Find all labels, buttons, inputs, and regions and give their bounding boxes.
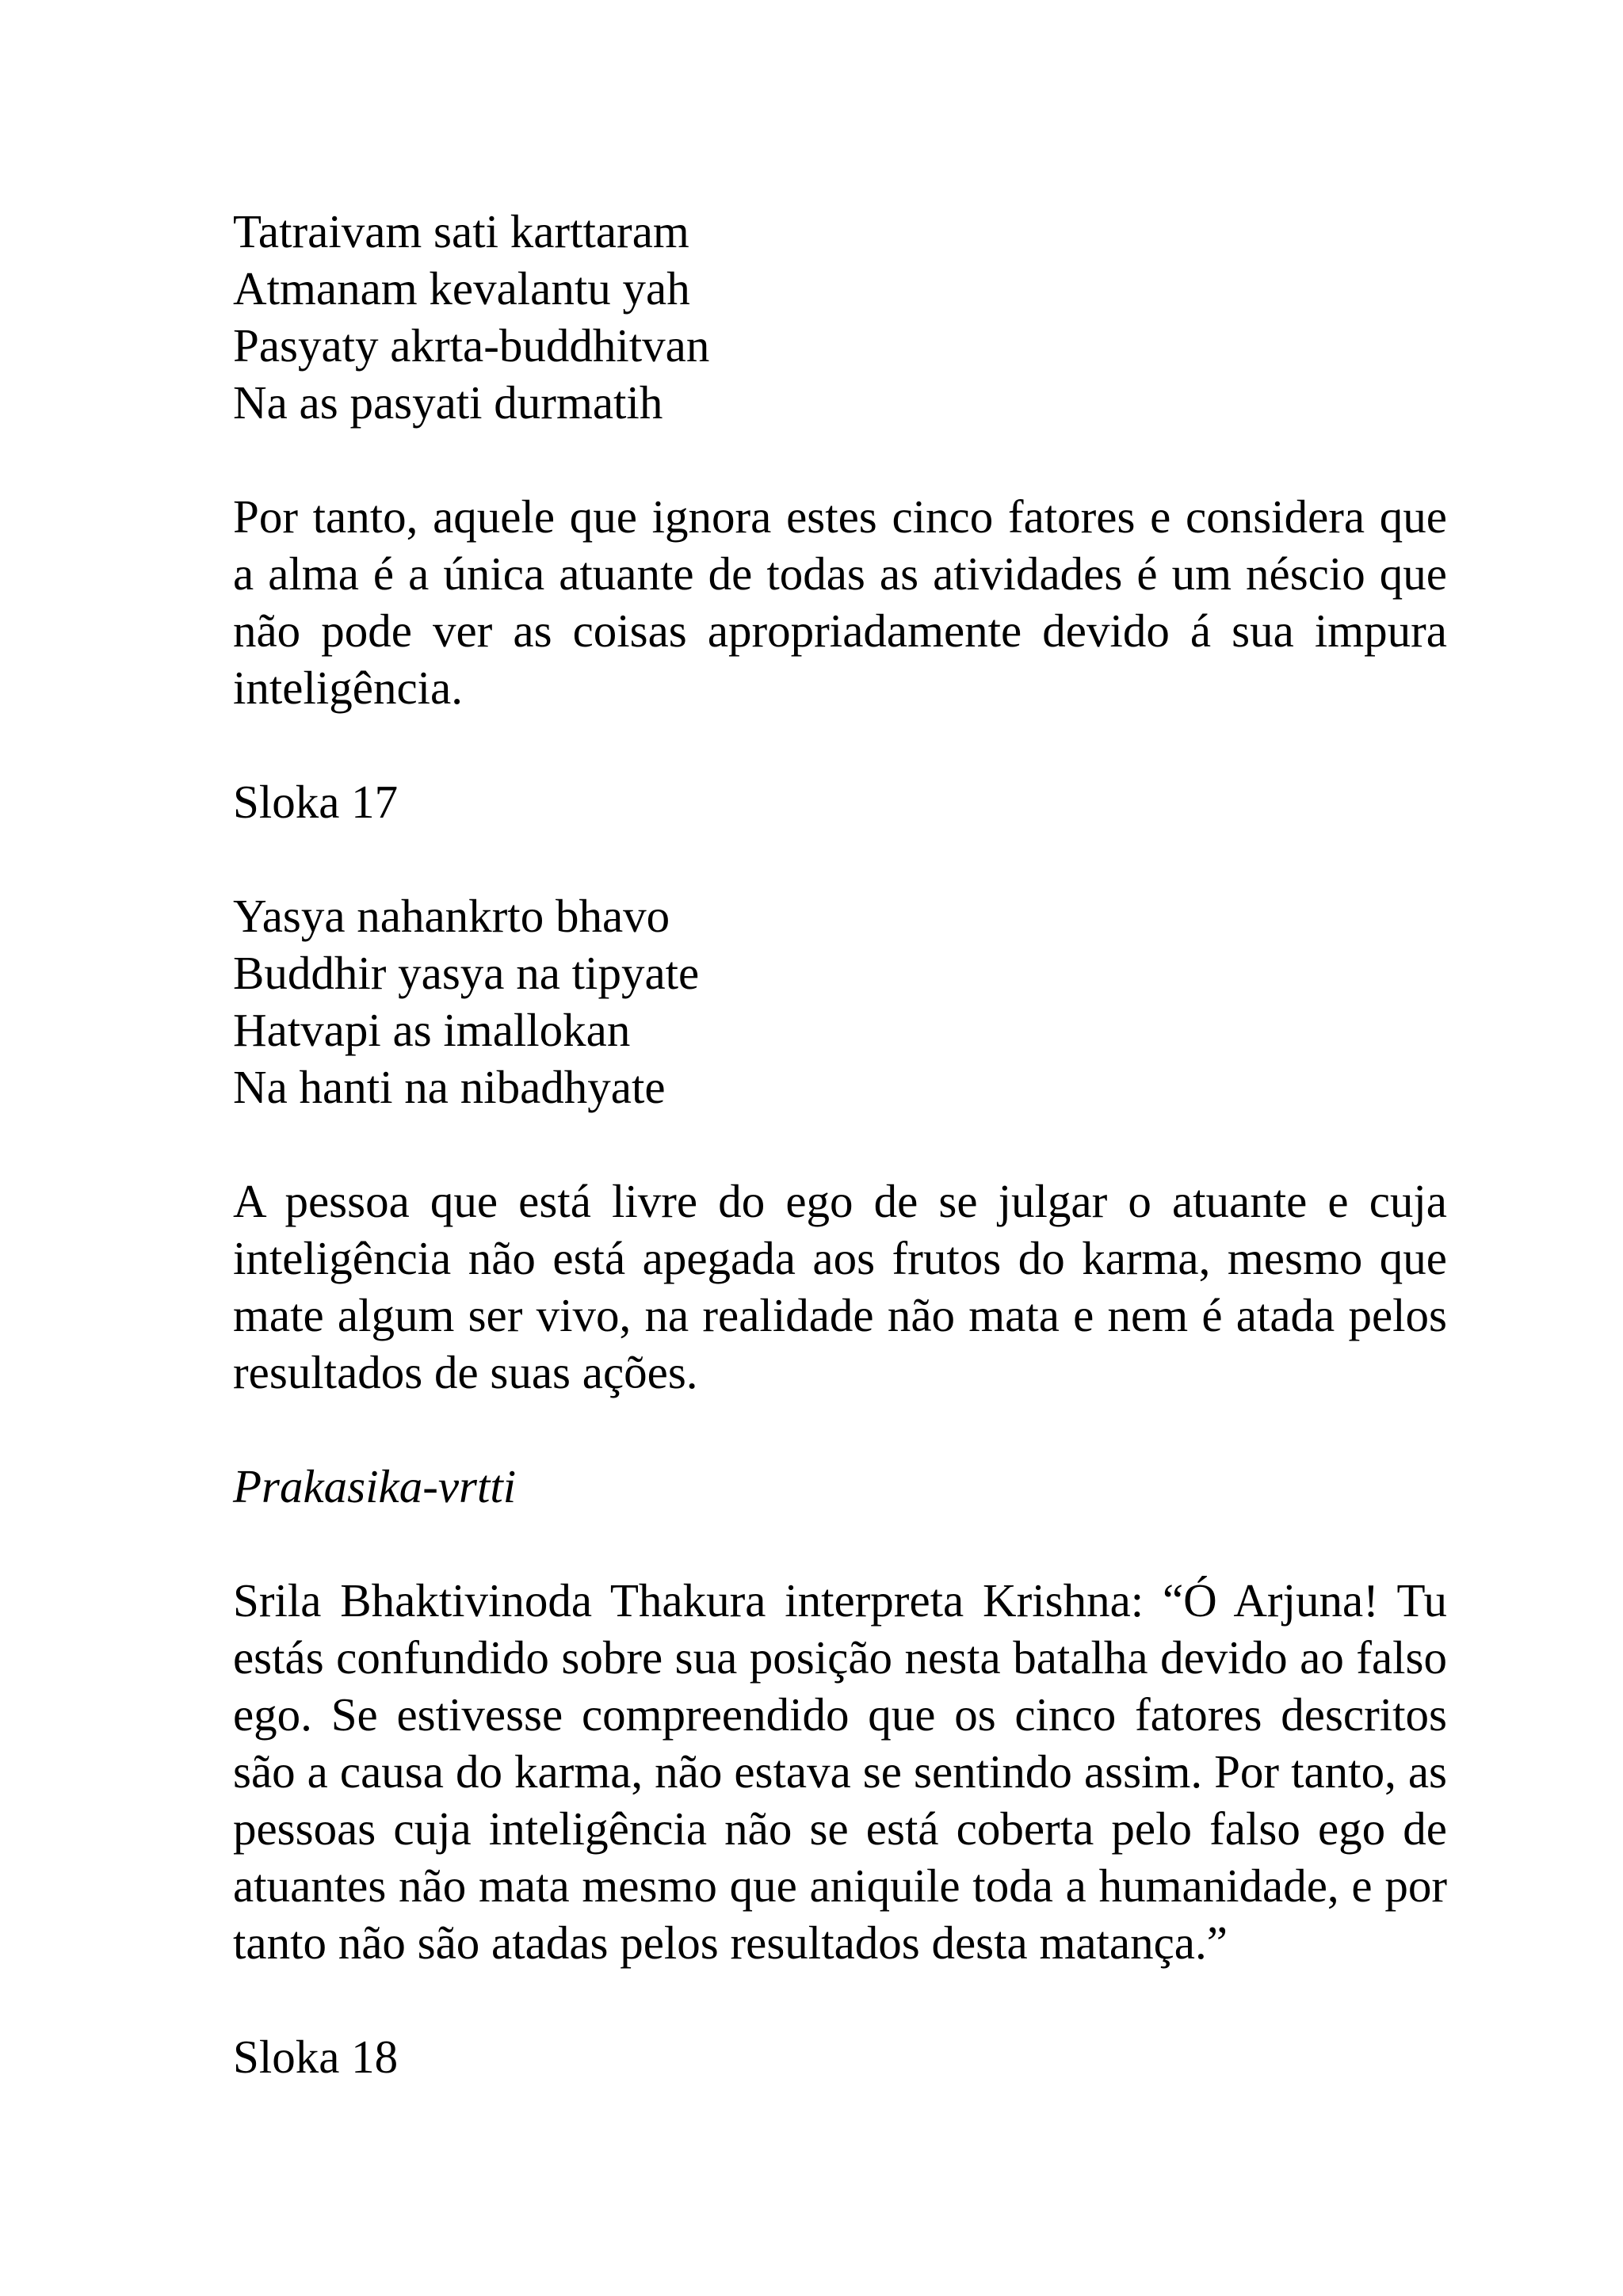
- verse-17-line-2: Buddhir yasya na tipyate: [233, 947, 700, 999]
- spacer: [233, 830, 1447, 887]
- spacer: [233, 431, 1447, 488]
- spacer: [233, 1116, 1447, 1173]
- verse-16-line-3: Pasyaty akrta-buddhitvan: [233, 319, 710, 372]
- verse-16-line-2: Atmanam kevalantu yah: [233, 262, 690, 315]
- verse-16-line-1: Tatraivam sati karttaram: [233, 205, 689, 257]
- translation-17: A pessoa que está livre do ego de se julgar o atuante e cuja inteligência não está apegada aos frutos do karma, mesmo que mate algum ser vivo, na realidade não mata e nem é atada pelos resultados de suas ações.: [233, 1175, 1447, 1398]
- verse-17-line-1: Yasya nahankrto bhavo: [233, 890, 670, 942]
- commentary-text: Srila Bhaktivinoda Thakura interpreta Krishna: “Ó Arjuna! Tu estás confundido sobre sua posição nesta batalha devido ao falso ego. Se estivesse compreendido que os cinco fatores descritos são a causa do karma, não estava se sentindo assim. Por tanto, as pessoas cuja inteligência não se está coberta pelo falso ego de atuantes não mata mesmo que aniquile toda a humanidade, e por tanto não são atadas pelos resultados desta matança.”: [233, 1574, 1447, 1969]
- verse-17: [233, 887, 1447, 1116]
- translation-16: Por tanto, aquele que ignora estes cinco fatores e considera que a alma é a única atuante de todas as atividades é um néscio que não pode ver as coisas apropriadamente devido á sua impura inteligência.: [233, 490, 1447, 714]
- verse-16: [233, 203, 1447, 431]
- spacer: [233, 1515, 1447, 1572]
- verse-17-line-3: Hatvapi as imallokan: [233, 1004, 631, 1056]
- sloka-18-heading: Sloka 18: [233, 2031, 399, 2083]
- commentary-heading: Prakasika-vrtti: [233, 1460, 517, 1512]
- verse-16-line-4: Na as pasyati durmatih: [233, 376, 663, 429]
- sloka-17-heading: Sloka 17: [233, 776, 399, 828]
- spacer: [233, 1971, 1447, 2028]
- spacer: [233, 1401, 1447, 1458]
- verse-17-line-4: Na hanti na nibadhyate: [233, 1061, 666, 1113]
- page-content: [233, 203, 1447, 2085]
- spacer: [233, 716, 1447, 773]
